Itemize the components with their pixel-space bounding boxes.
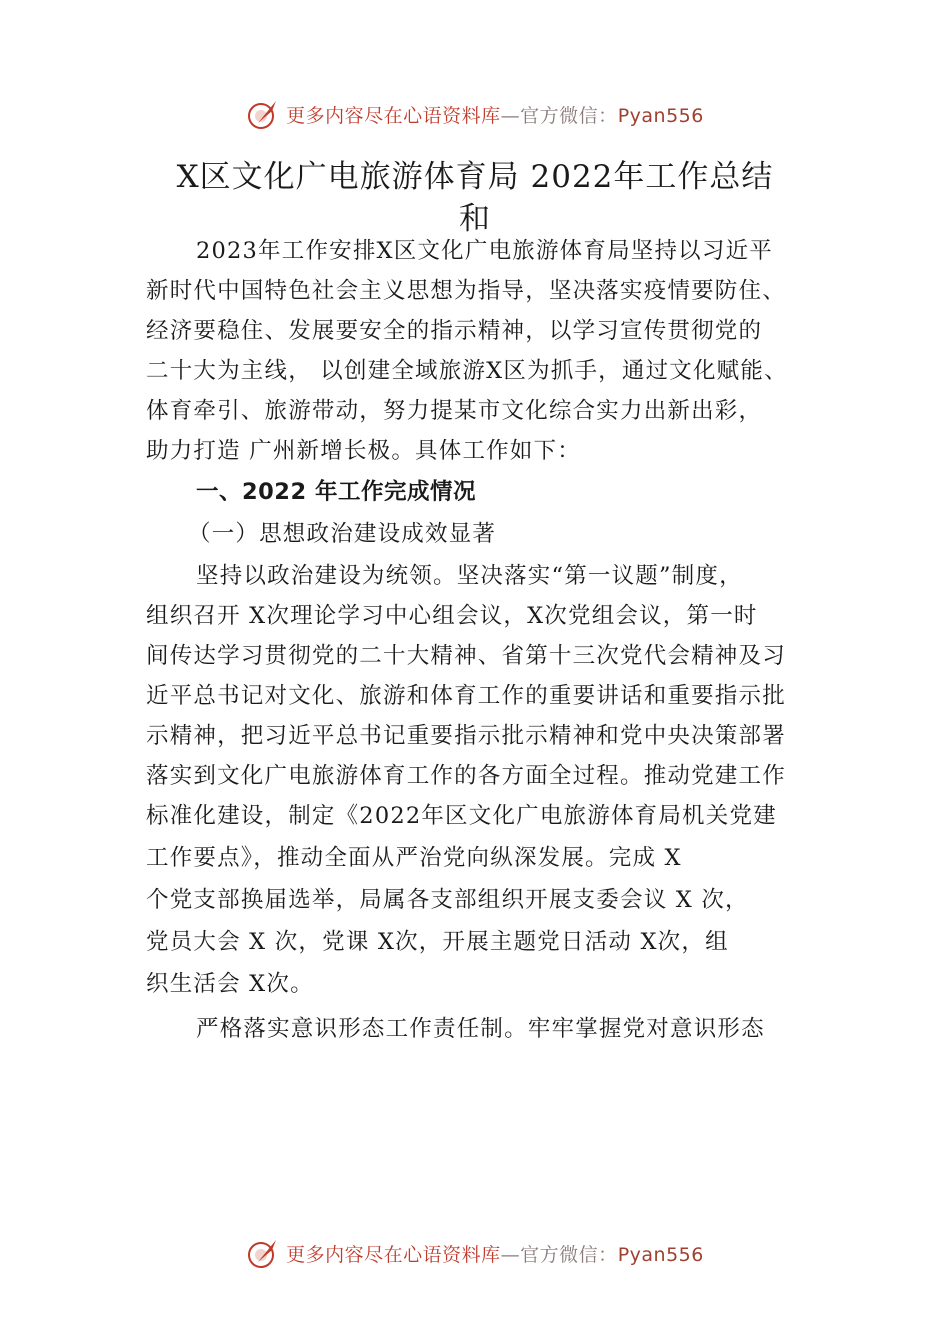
body-line: 2023年工作安排X区文化广电旅游体育局坚持以习近平 [196,238,773,264]
body-line: 体育牵引、旅游带动，努力提某市文化综合实力出新出彩， [146,398,763,424]
banner-wechat-id: Pyan556 [617,1243,704,1266]
quill-logo-icon [246,97,280,131]
body-line: 严格落实意识形态工作责任制。牢牢掌握党对意识形态 [196,1016,765,1042]
banner-red-text: 更多内容尽在心语资料库 [286,1243,501,1266]
section-heading: 一、2022 年工作完成情况 [196,479,476,505]
body-line: 党员大会 X 次，党课 X次，开展主题党日活动 X次，组 [146,929,729,955]
body-line: 经济要稳住、发展要安全的指示精神，以学习宣传贯彻党的 [146,318,763,344]
body-line: 助力打造 广州新增长极。具体工作如下： [146,438,581,464]
banner-gray-text: —官方微信： [500,1243,618,1266]
banner-text [286,101,704,128]
body-line: 二十大为主线， 以创建全域旅游X区为抓手，通过文化赋能、 [146,358,788,384]
body-line: 间传达学习贯彻党的二十大精神、省第十三次党代会精神及习 [146,643,786,669]
watermark-banner-bottom [0,1233,950,1273]
body-line: 标准化建设，制定《2022年区文化广电旅游体育局机关党建 [146,803,777,829]
body-line: 织生活会 X次。 [146,971,314,997]
body-line: 个党支部换届选举，局属各支部组织开展支委会议 X 次， [146,887,749,913]
body-line: 近平总书记对文化、旅游和体育工作的重要讲话和重要指示批 [146,683,786,709]
body-line: 示精神，把习近平总书记重要指示批示精神和党中央决策部署 [146,723,786,749]
body-line: 落实到文化广电旅游体育工作的各方面全过程。推动党建工作 [146,763,786,789]
body-line: 组织召开 X次理论学习中心组会议，X次党组会议，第一时 [146,603,758,629]
subsection-heading: （一）思想政治建设成效显著 [188,521,497,547]
body-line: 新时代中国特色社会主义思想为指导，坚决落实疫情要防住、 [146,278,786,304]
banner-wechat-id: Pyan556 [617,104,704,127]
banner-gray-text: —官方微信： [500,104,618,127]
body-line: 坚持以政治建设为统领。坚决落实“第一议题”制度， [196,563,743,589]
document-title-line2: 和 [459,201,491,237]
banner-red-text: 更多内容尽在心语资料库 [286,104,501,127]
banner-text [286,1240,704,1267]
watermark-banner-top [0,94,950,134]
body-line: 工作要点》，推动全面从严治党向纵深发展。完成 X [146,845,682,871]
quill-logo-icon [246,1236,280,1270]
document-title-line1: X区文化广电旅游体育局 2022年工作总结 [176,159,774,195]
